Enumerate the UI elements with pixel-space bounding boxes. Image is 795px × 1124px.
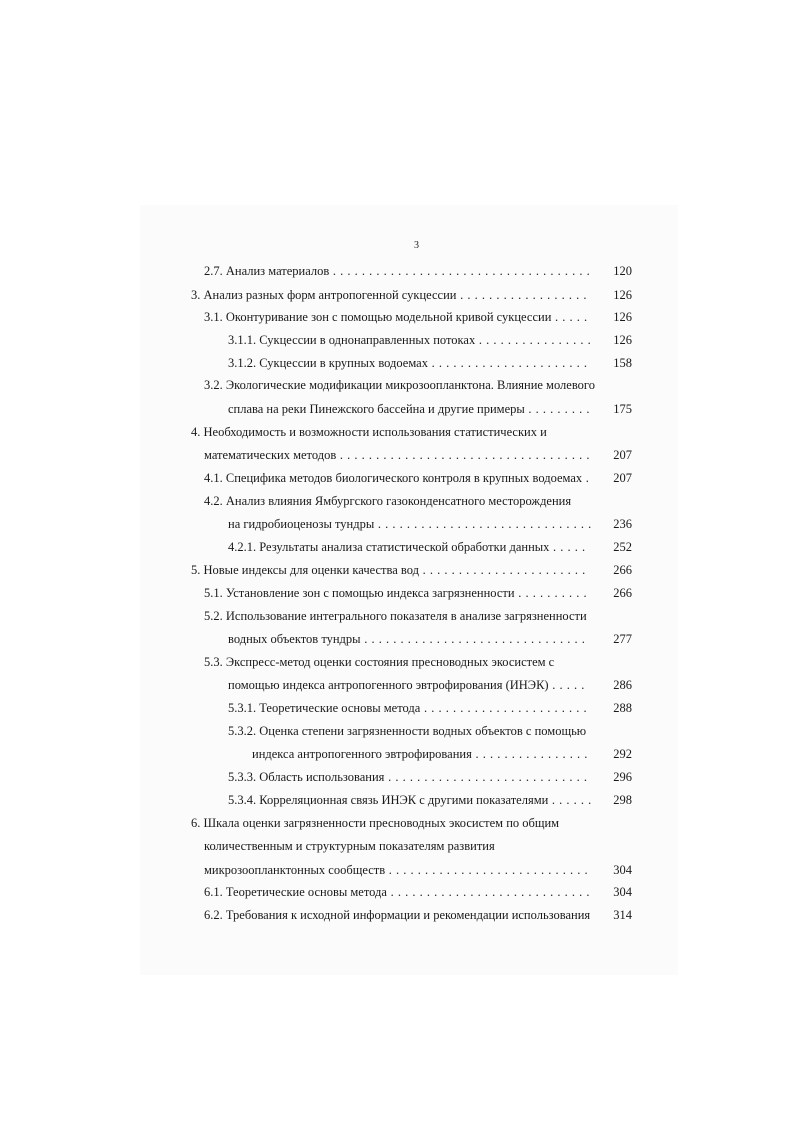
- toc-entry: [204, 446, 590, 464]
- toc-entry-page: 126: [613, 288, 632, 302]
- toc-entry: [204, 469, 589, 487]
- toc-entry-page: 277: [613, 632, 632, 646]
- toc-entry: [204, 492, 571, 510]
- toc-entry: [204, 883, 590, 901]
- toc-entry: [228, 538, 586, 556]
- toc-entry: [228, 722, 586, 740]
- toc-entry-title: на гидробиоценозы тундры: [228, 517, 375, 531]
- toc-entry: [228, 768, 587, 786]
- toc-entry-title: 6.2. Требования к исходной информации и рекомендации использования: [204, 908, 591, 922]
- toc-entry-page: 175: [613, 402, 632, 416]
- toc-entry: [204, 906, 590, 924]
- toc-entry-title: 3.1.2. Сукцессии в крупных водоемах: [228, 356, 428, 370]
- toc-leader-dots: . . . . . . . . . . . . . . . . . .: [456, 288, 587, 302]
- toc-entry-page: 296: [613, 770, 632, 784]
- toc-entry-page: 266: [613, 563, 632, 577]
- toc-entry-page: 207: [613, 471, 632, 485]
- toc-entry-title: индекса антропогенного эвтрофирования: [252, 747, 472, 761]
- toc-entry-page: 304: [613, 885, 632, 899]
- toc-entry: [204, 308, 588, 326]
- toc-entry-title: помощью индекса антропогенного эвтрофирования (ИНЭК): [228, 678, 549, 692]
- toc-leader-dots: . . . . . . . . . . . . . . . . . . . . . . . . . . . . . . . . . . .: [336, 448, 591, 462]
- toc-entry: [228, 331, 591, 349]
- toc-entry-title: 5.3.4. Корреляционная связь ИНЭК с другими показателями: [228, 793, 549, 807]
- toc-entry: [204, 653, 554, 671]
- toc-entry-page: 120: [613, 264, 632, 278]
- toc-entry: [228, 515, 592, 533]
- toc-entry: [228, 354, 587, 372]
- toc-entry-page: 207: [613, 448, 632, 462]
- toc-entry-title: 5.3. Экспресс-метод оценки состояния пресноводных экосистем с: [204, 655, 555, 669]
- toc-entry-title: микрозоопланктонных сообществ: [204, 863, 386, 877]
- toc-entry-title: количественным и структурным показателям развития: [204, 839, 495, 853]
- toc-leader-dots: . . . . . . . . . . . . . . . .: [471, 747, 588, 761]
- toc-leader-dots: . . . . . . . . . .: [514, 586, 588, 600]
- toc-entry-page: 126: [613, 310, 632, 324]
- toc-entry-page: 298: [613, 793, 632, 807]
- toc-entry-title: 4.2. Анализ влияния Ямбургского газоконденсатного месторождения: [204, 494, 572, 508]
- toc-leader-dots: . . . . . . . . . . . . . . . . . . . . . . .: [420, 701, 588, 715]
- toc-entry: [204, 376, 595, 394]
- toc-entry: [204, 262, 590, 280]
- toc-entry-title: 5.3.1. Теоретические основы метода: [228, 701, 421, 715]
- toc-entry-title: 3.2. Экологические модификации микрозоопланктона. Влияние молевого: [204, 378, 595, 392]
- toc-entry: [191, 286, 587, 304]
- toc-entry: [204, 861, 588, 879]
- toc-entry-title: 3.1. Оконтуривание зон с помощью модельной кривой сукцессии: [204, 310, 552, 324]
- toc-leader-dots: . . . . . . . . . . . . . . . .: [475, 333, 592, 347]
- toc-entry-title: 5.2. Использование интегрального показателя в анализе загрязненности: [204, 609, 587, 623]
- toc-entry-title: математических методов: [204, 448, 337, 462]
- toc-entry-title: 5. Новые индексы для оценки качества вод: [191, 563, 419, 577]
- toc-leader-dots: . . . . . . . . . . . . . . . . . . . . . . . . . . . . . . . . . . . .: [329, 264, 591, 278]
- toc-entry-title: 5.3.2. Оценка степени загрязненности водных объектов с помощью: [228, 724, 587, 738]
- toc-entry-page: 266: [613, 586, 632, 600]
- toc-entry: [228, 676, 585, 694]
- toc-leader-dots: . . . . . . . . . . . . . . . . . . . . . . . . . . . .: [386, 885, 590, 899]
- toc-entry-title: водных объектов тундры: [228, 632, 361, 646]
- toc-entry: [252, 745, 588, 763]
- page-number: 3: [414, 240, 419, 251]
- toc-entry: [204, 837, 495, 855]
- toc-entry-page: 292: [613, 747, 632, 761]
- toc-entry-title: 3.1.1. Сукцессии в однонаправленных потоках: [228, 333, 476, 347]
- toc-entry-title: сплава на реки Пинежского бассейна и другие примеры: [228, 402, 525, 416]
- toc-entry: [228, 400, 590, 418]
- toc-entry-title: 3. Анализ разных форм антропогенной сукцессии: [191, 288, 457, 302]
- toc-leader-dots: . . . . . .: [548, 793, 592, 807]
- toc-entry-page: 314: [613, 908, 632, 922]
- toc-entry: [228, 791, 592, 809]
- toc-entry: [228, 630, 585, 648]
- toc-entry-title: 2.7. Анализ материалов: [204, 264, 330, 278]
- toc-leader-dots: . . . . . . . . . . . . . . . . . . . . . . .: [418, 563, 586, 577]
- toc-entry-page: 304: [613, 863, 632, 877]
- toc-leader-dots: . . . . . . . . . . . . . . . . . . . . . . . . . . . . . . .: [360, 632, 586, 646]
- toc-entry-page: 288: [613, 701, 632, 715]
- toc-leader-dots: . . . . .: [548, 678, 585, 692]
- toc-entry: [191, 814, 559, 832]
- toc-leader-dots: . . . . . . . . . . . . . . . . . . . . . . . . . . . .: [385, 863, 589, 877]
- toc-leader-dots: . . . . . . . . . . . . . . . . . . . . . . . . . . . . . .: [374, 517, 592, 531]
- toc-entry-title: 6.1. Теоретические основы метода: [204, 885, 387, 899]
- toc-leader-dots: . . . . .: [551, 310, 588, 324]
- toc-leader-dots: . . . . . . . . . . . . . . . . . . . . . . . . . . . .: [384, 770, 588, 784]
- toc-entry-page: 236: [613, 517, 632, 531]
- toc-entry-page: 286: [613, 678, 632, 692]
- toc-entry-title: 5.3.3. Область использования: [228, 770, 385, 784]
- toc-entry-page: 126: [613, 333, 632, 347]
- toc-leader-dots: . . . . . . . . . . . . . . . . . . . . . .: [427, 356, 588, 370]
- toc-entry: [204, 607, 587, 625]
- toc-entry: [228, 699, 587, 717]
- toc-entry: [191, 561, 586, 579]
- toc-leader-dots: . . . . .: [549, 540, 586, 554]
- toc-entry-title: 4.2.1. Результаты анализа статистической обработки данных: [228, 540, 550, 554]
- toc-entry-page: 252: [613, 540, 632, 554]
- toc-leader-dots: . . . . . . . . .: [524, 402, 591, 416]
- toc-entry-title: 4.1. Специфика методов биологического контроля в крупных водоемах: [204, 471, 583, 485]
- toc-entry-title: 5.1. Установление зон с помощью индекса загрязненности: [204, 586, 515, 600]
- toc-entry: [204, 584, 587, 602]
- toc-entry: [191, 423, 547, 441]
- toc-leader-dots: .: [582, 471, 590, 485]
- toc-entry-title: 4. Необходимость и возможности использования статистических и: [191, 425, 547, 439]
- toc-entry-title: 6. Шкала оценки загрязненности пресноводных экосистем по общим: [191, 816, 560, 830]
- toc-entry-page: 158: [613, 356, 632, 370]
